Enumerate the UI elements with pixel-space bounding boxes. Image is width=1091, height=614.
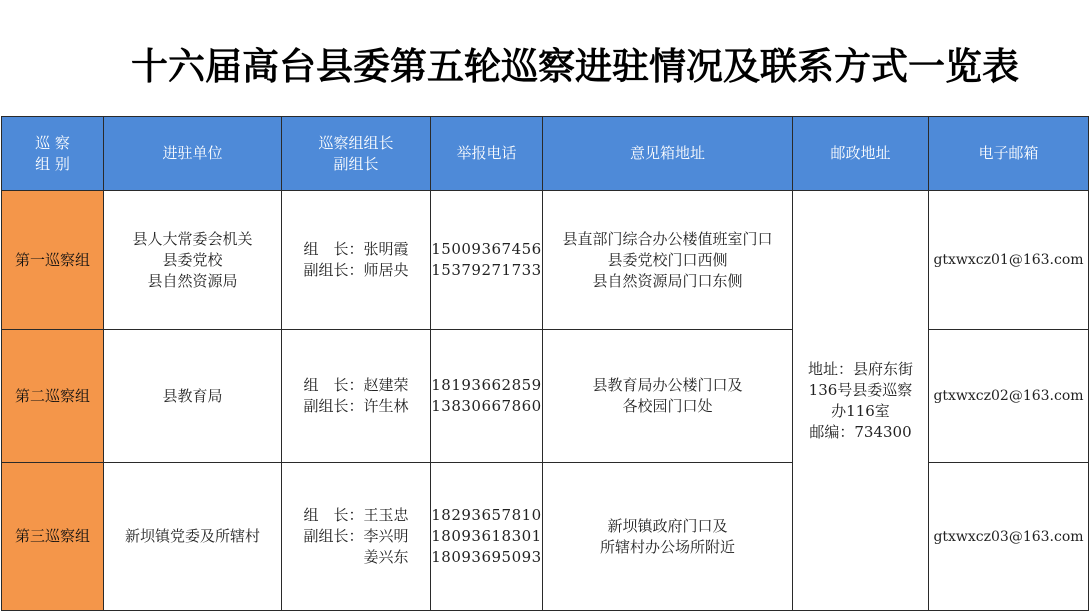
phone-cell: 18193662859 13830667860 bbox=[431, 330, 543, 463]
email-cell[interactable] bbox=[929, 330, 1089, 463]
header-unit: 进驻单位 bbox=[104, 117, 282, 191]
box-cell: 县教育局办公楼门口及 各校园门口处 bbox=[543, 330, 793, 463]
inspection-table bbox=[1, 116, 1089, 611]
header-box: 意见箱地址 bbox=[543, 117, 793, 191]
email-link[interactable]: gtxwxcz02@163.com bbox=[933, 388, 1084, 404]
email-cell[interactable] bbox=[929, 191, 1089, 330]
unit-cell: 新坝镇党委及所辖村 bbox=[104, 463, 282, 611]
group-cell: 第一巡察组 bbox=[2, 191, 104, 330]
email-cell[interactable] bbox=[929, 463, 1089, 611]
unit-cell: 县人大常委会机关 县委党校 县自然资源局 bbox=[104, 191, 282, 330]
table-row bbox=[2, 191, 1089, 330]
header-group: 巡 察 组 别 bbox=[2, 117, 104, 191]
group-cell: 第三巡察组 bbox=[2, 463, 104, 611]
email-link[interactable]: gtxwxcz01@163.com bbox=[933, 252, 1084, 268]
leader-cell: 组 长：王玉忠 副组长：李兴明 姜兴东 bbox=[282, 463, 431, 611]
leader-cell: 组 长：赵建荣 副组长：许生林 bbox=[282, 330, 431, 463]
box-cell: 县直部门综合办公楼值班室门口 县委党校门口西侧 县自然资源局门口东侧 bbox=[543, 191, 793, 330]
box-cell: 新坝镇政府门口及 所辖村办公场所附近 bbox=[543, 463, 793, 611]
postal-cell: 地址：县府东街 136号县委巡察 办116室 邮编：734300 bbox=[793, 191, 929, 611]
page-title: 十六届高台县委第五轮巡察进驻情况及联系方式一览表 bbox=[131, 44, 1019, 88]
header-leader: 巡察组组长 副组长 bbox=[282, 117, 431, 191]
leader-cell: 组 长：张明霞 副组长：师居央 bbox=[282, 191, 431, 330]
header-email: 电子邮箱 bbox=[929, 117, 1089, 191]
header-postal: 邮政地址 bbox=[793, 117, 929, 191]
header-row bbox=[2, 117, 1089, 191]
unit-cell: 县教育局 bbox=[104, 330, 282, 463]
phone-cell: 15009367456 15379271733 bbox=[431, 191, 543, 330]
group-cell: 第二巡察组 bbox=[2, 330, 104, 463]
email-link[interactable]: gtxwxcz03@163.com bbox=[933, 528, 1084, 545]
header-phone: 举报电话 bbox=[431, 117, 543, 191]
phone-cell: 18293657810 18093618301 18093695093 bbox=[431, 463, 543, 611]
